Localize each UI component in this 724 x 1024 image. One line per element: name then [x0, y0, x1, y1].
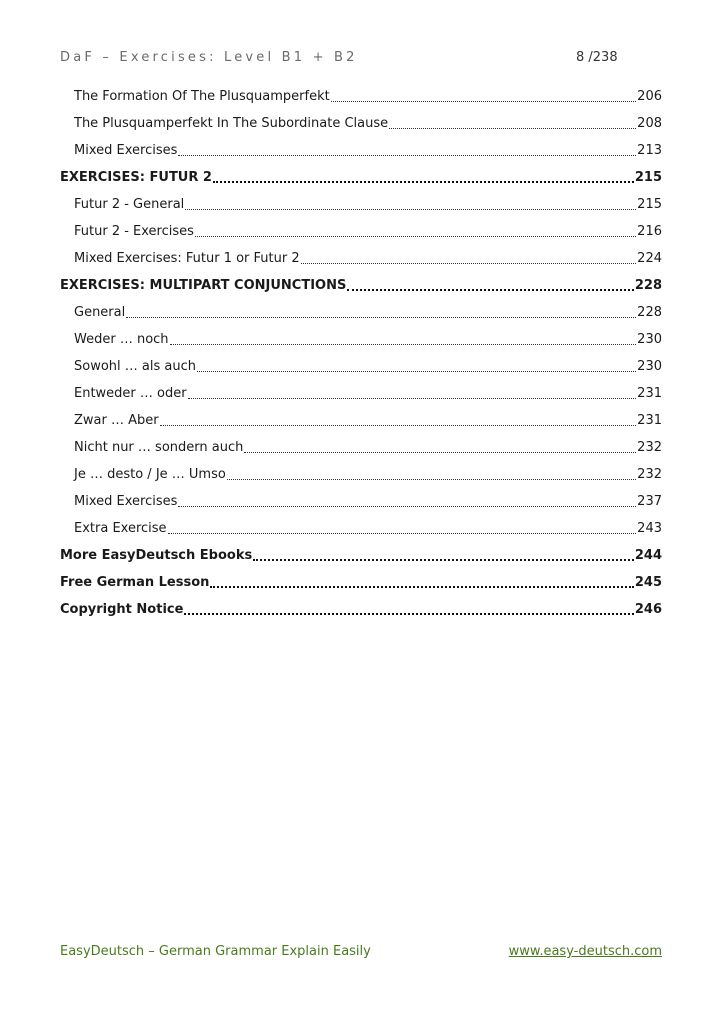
toc-entry-page: 216	[637, 224, 662, 239]
toc-entry-page: 245	[634, 575, 662, 590]
toc-section-entry[interactable]	[60, 380, 662, 407]
toc-entry-label: Sowohl … als auch	[74, 359, 196, 374]
toc-section-entry[interactable]	[60, 83, 662, 110]
table-of-contents	[60, 83, 662, 623]
toc-entry-page: 228	[637, 305, 662, 320]
toc-dot-leader	[389, 128, 636, 129]
toc-chapter-entry[interactable]	[60, 164, 662, 191]
toc-entry-page: 232	[637, 440, 662, 455]
toc-entry-page: 231	[637, 413, 662, 428]
toc-section-entry[interactable]	[60, 191, 662, 218]
toc-dot-leader	[213, 181, 634, 183]
toc-dot-leader	[227, 479, 636, 480]
toc-entry-label: Zwar … Aber	[74, 413, 159, 428]
toc-entry-page: 228	[634, 278, 662, 293]
document-title: DaF – Exercises: Level B1 + B2	[60, 50, 358, 65]
toc-dot-leader	[347, 289, 634, 291]
toc-entry-page: 232	[637, 467, 662, 482]
toc-section-entry[interactable]	[60, 434, 662, 461]
toc-dot-leader	[210, 586, 633, 588]
page-footer	[60, 944, 662, 964]
footer-website-link[interactable]: www.easy-deutsch.com	[508, 944, 662, 959]
toc-dot-leader	[168, 533, 637, 534]
toc-entry-page: 231	[637, 386, 662, 401]
toc-entry-page: 237	[637, 494, 662, 509]
toc-section-entry[interactable]	[60, 110, 662, 137]
toc-section-entry[interactable]	[60, 299, 662, 326]
toc-entry-label: Je … desto / Je … Umso	[74, 467, 226, 482]
toc-dot-leader	[197, 371, 636, 372]
toc-section-entry[interactable]	[60, 218, 662, 245]
toc-chapter-entry[interactable]	[60, 542, 662, 569]
toc-dot-leader	[301, 263, 637, 264]
toc-entry-label: Futur 2 - Exercises	[74, 224, 194, 239]
toc-entry-label: Mixed Exercises	[74, 494, 178, 509]
toc-chapter-entry[interactable]	[60, 596, 662, 623]
toc-entry-page: 213	[637, 143, 662, 158]
toc-entry-label: Extra Exercise	[74, 521, 167, 536]
toc-entry-label: Futur 2 - General	[74, 197, 185, 212]
toc-section-entry[interactable]	[60, 245, 662, 272]
toc-entry-page: 230	[637, 359, 662, 374]
toc-section-entry[interactable]	[60, 326, 662, 353]
toc-entry-page: 244	[634, 548, 662, 563]
toc-entry-label: The Formation Of The Plusquamperfekt	[74, 89, 330, 104]
toc-dot-leader	[126, 317, 636, 318]
toc-dot-leader	[244, 452, 636, 453]
toc-entry-label: Mixed Exercises: Futur 1 or Futur 2	[74, 251, 300, 266]
toc-section-entry[interactable]	[60, 488, 662, 515]
toc-section-entry[interactable]	[60, 407, 662, 434]
toc-entry-label: Nicht nur … sondern auch	[74, 440, 244, 455]
toc-dot-leader	[185, 209, 636, 210]
toc-dot-leader	[178, 155, 636, 156]
toc-entry-page: 206	[637, 89, 662, 104]
toc-entry-page: 208	[637, 116, 662, 131]
toc-entry-label: Weder … noch	[74, 332, 169, 347]
toc-entry-label: EXERCISES: FUTUR 2	[60, 170, 212, 185]
toc-dot-leader	[160, 425, 637, 426]
toc-dot-leader	[331, 101, 636, 102]
toc-entry-label: Mixed Exercises	[74, 143, 178, 158]
toc-chapter-entry[interactable]	[60, 569, 662, 596]
toc-entry-label: Copyright Notice	[60, 602, 184, 617]
toc-entry-page: 230	[637, 332, 662, 347]
toc-entry-label: General	[74, 305, 126, 320]
toc-dot-leader	[184, 613, 633, 615]
toc-entry-label: Entweder … oder	[74, 386, 187, 401]
toc-entry-page: 246	[634, 602, 662, 617]
toc-dot-leader	[178, 506, 636, 507]
toc-dot-leader	[195, 236, 636, 237]
toc-entry-page: 215	[637, 197, 662, 212]
toc-section-entry[interactable]	[60, 137, 662, 164]
toc-entry-label: More EasyDeutsch Ebooks	[60, 548, 253, 563]
toc-entry-page: 243	[637, 521, 662, 536]
toc-entry-label: Free German Lesson	[60, 575, 210, 590]
page-header	[60, 50, 660, 70]
toc-section-entry[interactable]	[60, 353, 662, 380]
toc-section-entry[interactable]	[60, 461, 662, 488]
footer-tagline: EasyDeutsch – German Grammar Explain Easily	[60, 944, 371, 959]
toc-chapter-entry[interactable]	[60, 272, 662, 299]
toc-dot-leader	[170, 344, 637, 345]
toc-section-entry[interactable]	[60, 515, 662, 542]
toc-dot-leader	[188, 398, 637, 399]
toc-dot-leader	[253, 559, 634, 561]
toc-entry-page: 224	[637, 251, 662, 266]
toc-entry-label: The Plusquamperfekt In The Subordinate Clause	[74, 116, 389, 131]
toc-entry-label: EXERCISES: MULTIPART CONJUNCTIONS	[60, 278, 347, 293]
toc-entry-page: 215	[634, 170, 662, 185]
page-number: 8 /238	[576, 50, 618, 65]
